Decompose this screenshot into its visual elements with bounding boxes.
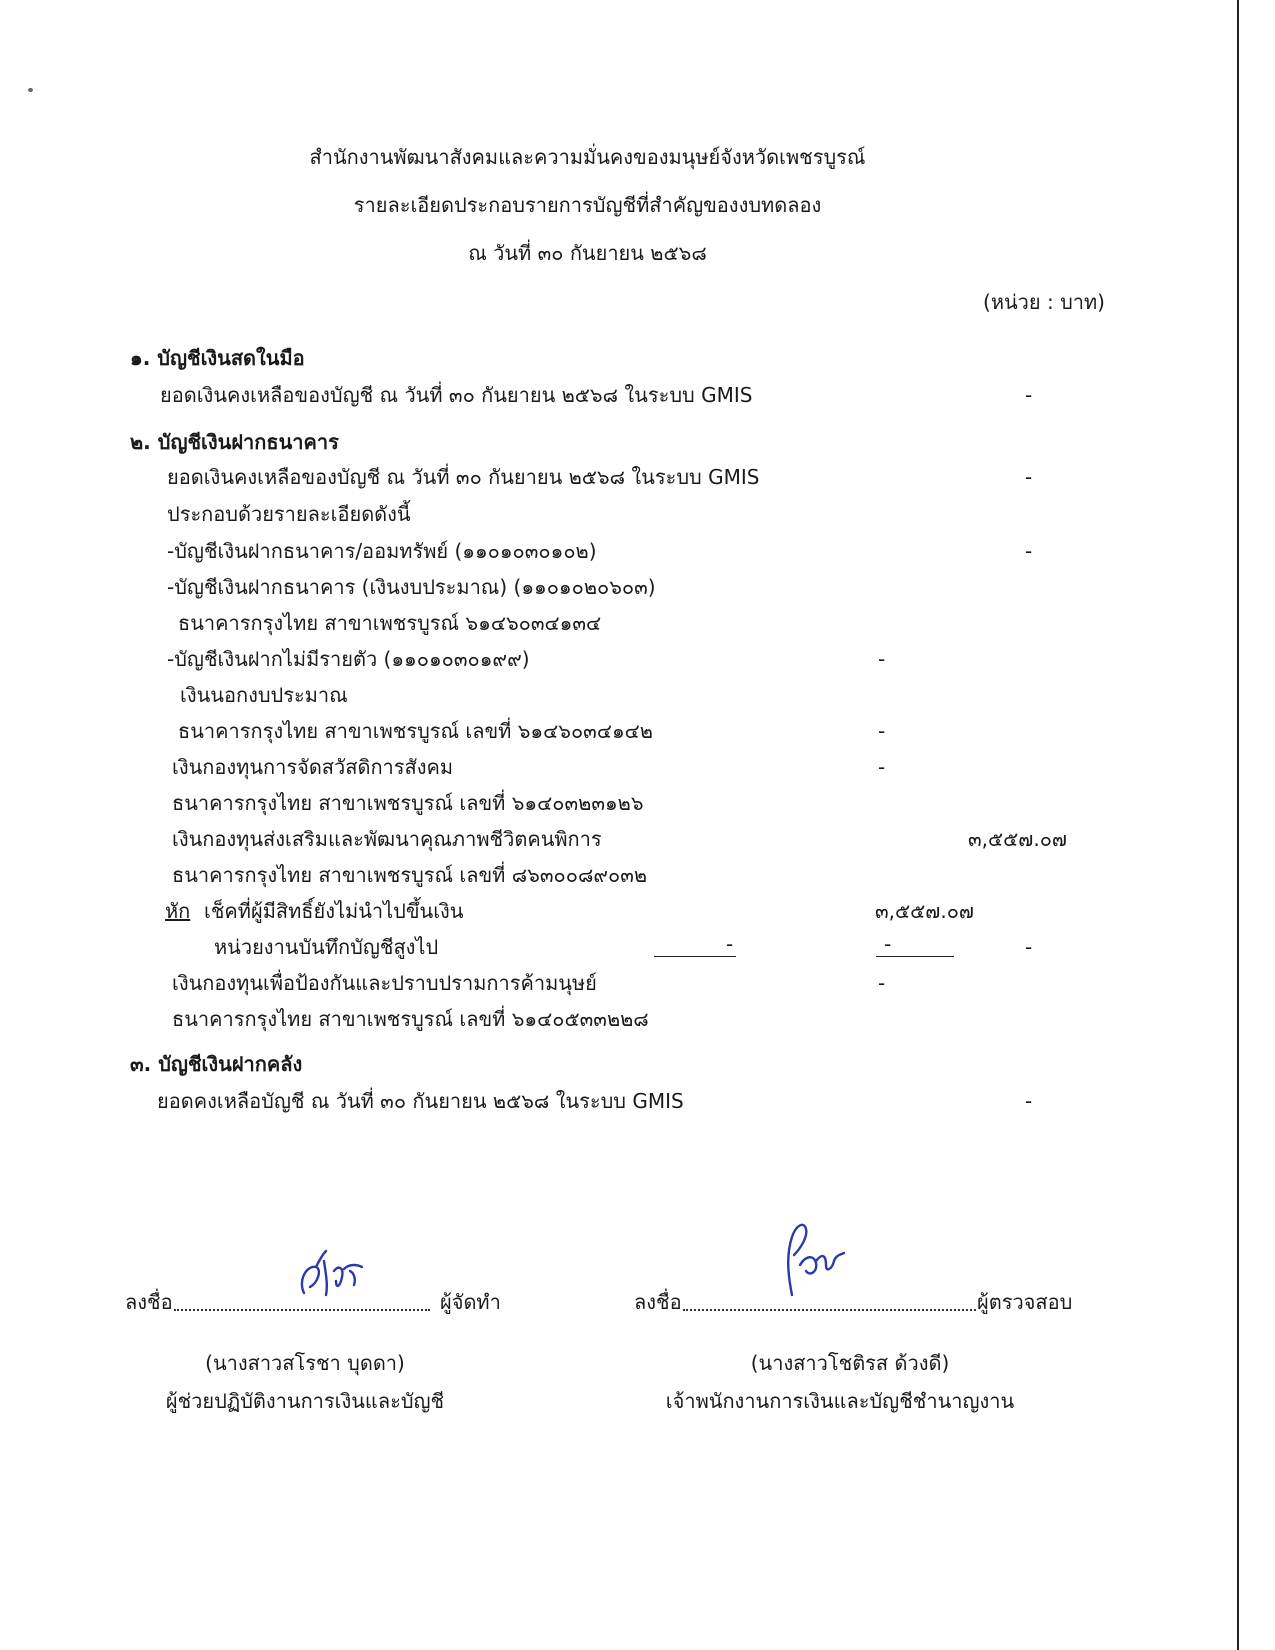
section1-balance-value: - [1025,383,1033,407]
right-signer-name: (นางสาวโชติรส ด้วงดี) [750,1351,950,1375]
org-name: สำนักงานพัฒนาสังคมและความมั่นคงของมนุษย์จังหวัดเพชรบูรณ์ [309,145,866,169]
budget-account-bank: ธนาคารกรุงไทย สาขาเพชรบูรณ์ ๖๑๔๖๐๓๔๑๓๔ [178,611,602,635]
budget-account-label: -บัญชีเงินฝากธนาคาร (เงินงบประมาณ) (๑๑๐๑๐๒๐๖๐๓) [167,575,656,599]
welfare-fund-value: - [878,755,886,779]
trafficking-fund-bank: ธนาคารกรุงไทย สาขาเพชรบูรณ์ เลขที่ ๖๑๔๐๕๓๓๒๒๘ [172,1007,649,1031]
scan-speck [28,88,33,92]
right-handwritten-signature [770,1215,860,1305]
offbudget-value: - [878,719,886,743]
section2-detail-intro: ประกอบด้วยรายละเอียดดังนี้ [167,502,411,526]
offbudget-label: เงินนอกงบประมาณ [180,683,348,707]
section1-balance-label: ยอดเงินคงเหลือของบัญชี ณ วันที่ ๓๐ กันยายน ๒๕๖๘ ในระบบ GMIS [160,383,753,407]
right-signer-position: เจ้าพนักงานการเงินและบัญชีชำนาญงาน [665,1389,1015,1413]
section3-balance-label: ยอดคงเหลือบัญชี ณ วันที่ ๓๐ กันยายน ๒๕๖๘ ในระบบ GMIS [157,1089,684,1113]
section2-heading: ๒. บัญชีเงินฝากธนาคาร [130,430,339,454]
left-signer-name: (นางสาวสโรชา บุดดา) [205,1351,405,1375]
disability-fund-value: ๓,๕๕๗.๐๗ [968,827,1067,851]
unit-label: (หน่วย : บาท) [983,290,1105,314]
section2-balance-label: ยอดเงินคงเหลือของบัญชี ณ วันที่ ๓๐ กันยายน ๒๕๖๘ ในระบบ GMIS [167,465,760,489]
trafficking-fund-label: เงินกองทุนเพื่อป้องกันและปราบปรามการค้ามนุษย์ [172,971,597,995]
section2-balance-value: - [1025,465,1033,489]
outstanding-cheques-value: ๓,๕๕๗.๐๗ [875,899,974,923]
unregistered-account-value: - [878,647,886,671]
disability-fund-bank: ธนาคารกรุงไทย สาขาเพชรบูรณ์ เลขที่ ๘๖๓๐๐๘๙๐๓๒ [172,863,648,887]
report-date: ณ วันที่ ๓๐ กันยายน ๒๕๖๘ [468,241,707,265]
savings-account-value: - [1025,539,1033,563]
left-signer-position: ผู้ช่วยปฏิบัติงานการเงินและบัญชี [165,1389,445,1413]
right-sign-dotted-line [683,1309,976,1311]
less-word: หัก [165,899,191,923]
offbudget-bank: ธนาคารกรุงไทย สาขาเพชรบูรณ์ เลขที่ ๖๑๔๖๐๓๔๑๔๒ [178,719,653,743]
section1-heading: ๑. บัญชีเงินสดในมือ [130,346,305,370]
left-sign-prefix: ลงชื่อ [125,1290,173,1314]
section3-balance-value: - [1025,1089,1033,1113]
right-sign-prefix: ลงชื่อ [634,1290,682,1314]
report-title: รายละเอียดประกอบรายการบัญชีที่สำคัญของงบทดลอง [353,193,822,217]
disability-fund-label: เงินกองทุนส่งเสริมและพัฒนาคุณภาพชีวิตคนพิการ [172,827,602,851]
overrecorded-col2-underline [876,956,954,957]
scan-edge [1237,0,1275,1650]
welfare-fund-bank: ธนาคารกรุงไทย สาขาเพชรบูรณ์ เลขที่ ๖๑๔๐๓๒๓๑๒๖ [172,791,644,815]
overrecorded-col1-underline [654,956,736,957]
left-role-label: ผู้จัดทำ [440,1290,501,1314]
overrecorded-col2: - [884,932,892,956]
overrecorded-label: หน่วยงานบันทึกบัญชีสูงไป [214,935,439,959]
right-role-label: ผู้ตรวจสอบ [977,1290,1073,1314]
left-sign-dotted-line [174,1309,430,1311]
left-handwritten-signature [290,1245,380,1305]
overrecorded-col1: - [726,932,734,956]
welfare-fund-label: เงินกองทุนการจัดสวัสดิการสังคม [172,755,454,779]
unregistered-account-label: -บัญชีเงินฝากไม่มีรายตัว (๑๑๐๑๐๓๐๑๙๙) [167,647,530,671]
section3-heading: ๓. บัญชีเงินฝากคลัง [130,1052,303,1076]
savings-account-label: -บัญชีเงินฝากธนาคาร/ออมทรัพย์ (๑๑๐๑๐๓๐๑๐๒) [167,539,597,563]
trafficking-fund-value: - [878,971,886,995]
overrecorded-col3: - [1025,935,1033,959]
outstanding-cheques-label: เช็คที่ผู้มีสิทธิ์ยังไม่นำไปขึ้นเงิน [204,899,464,923]
